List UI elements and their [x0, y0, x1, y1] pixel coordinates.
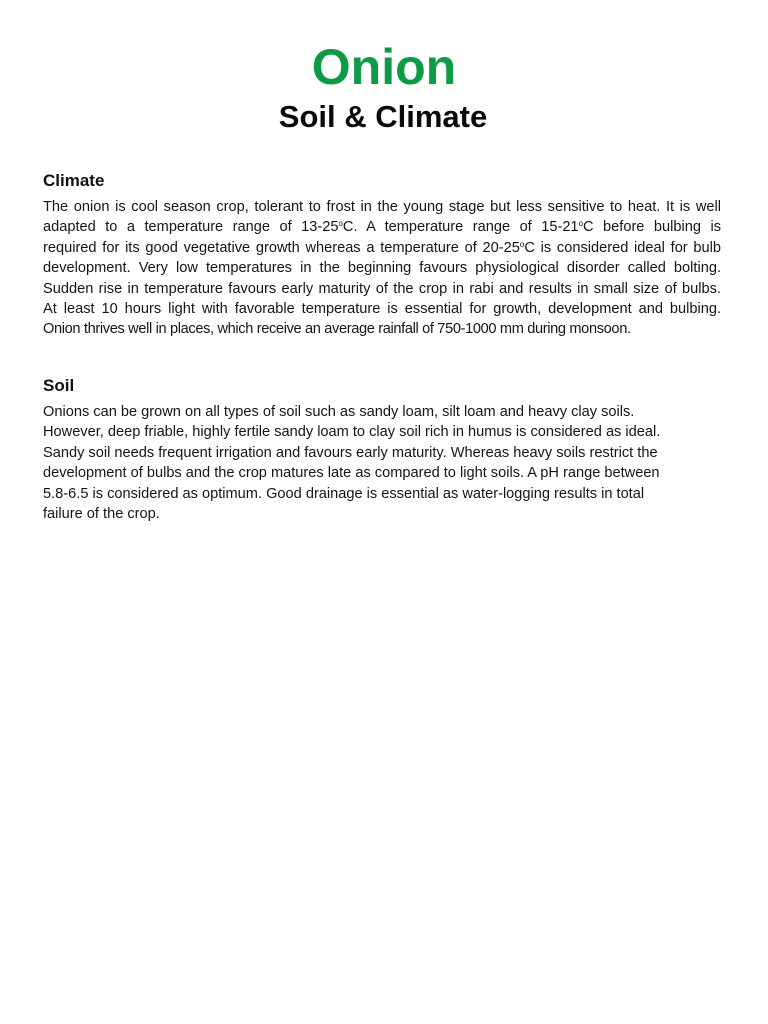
climate-line-7: Onion thrives well in places, which receive an average rainfall of 750-1000 mm during monsoon.	[43, 321, 631, 338]
climate-line-2: adapted to a temperature range of 13-25$^o$C. A temperature range of 15-21$^o$C before bulbing is	[43, 219, 721, 236]
soil-line-5: 5.8-6.5 is considered as optimum. Good drainage is essential as water-logging results in total	[43, 485, 645, 502]
soil-line-1: Onions can be grown on all types of soil such as sandy loam, silt loam and heavy clay soils.	[43, 404, 635, 420]
soil-line-6: failure of the crop.	[43, 506, 160, 523]
soil-line-3: Sandy soil needs frequent irrigation and favours early maturity. Whereas heavy soils restrict the	[43, 444, 658, 461]
degree-symbol: o	[519, 239, 525, 249]
soil-line-2: However, deep friable, highly fertile sandy loam to clay soil rich in humus is considered as ideal.	[43, 424, 661, 441]
climate-line-4: development. Very low temperatures in the beginning favours physiological disorder called bolting.	[43, 260, 721, 277]
climate-line-3: required for its good vegetative growth whereas a temperature of 20-25$^o$C is considered ideal for bulb	[43, 239, 722, 256]
degree-symbol: o	[578, 219, 584, 229]
soil-heading: Soil	[43, 376, 75, 395]
soil-paragraph	[43, 402, 721, 524]
soil-line-4: development of bulbs and the crop matures late as compared to light soils. A pH range between	[43, 465, 660, 482]
climate-line-5: Sudden rise in temperature favours early maturity of the crop in rabi and results in small size of bulbs.	[43, 280, 721, 297]
climate-paragraph	[43, 197, 721, 340]
page-subtitle: Soil & Climate	[278, 99, 488, 134]
degree-symbol: o	[338, 219, 343, 229]
climate-line-6: At least 10 hours light with favorable temperature is essential for growth, development and bulbing.	[43, 301, 721, 318]
climate-heading: Climate	[43, 171, 105, 190]
climate-line-1: The onion is cool season crop, tolerant to frost in the young stage but less sensitive to heat. It is well	[43, 199, 721, 215]
page-title: Onion	[311, 39, 457, 95]
